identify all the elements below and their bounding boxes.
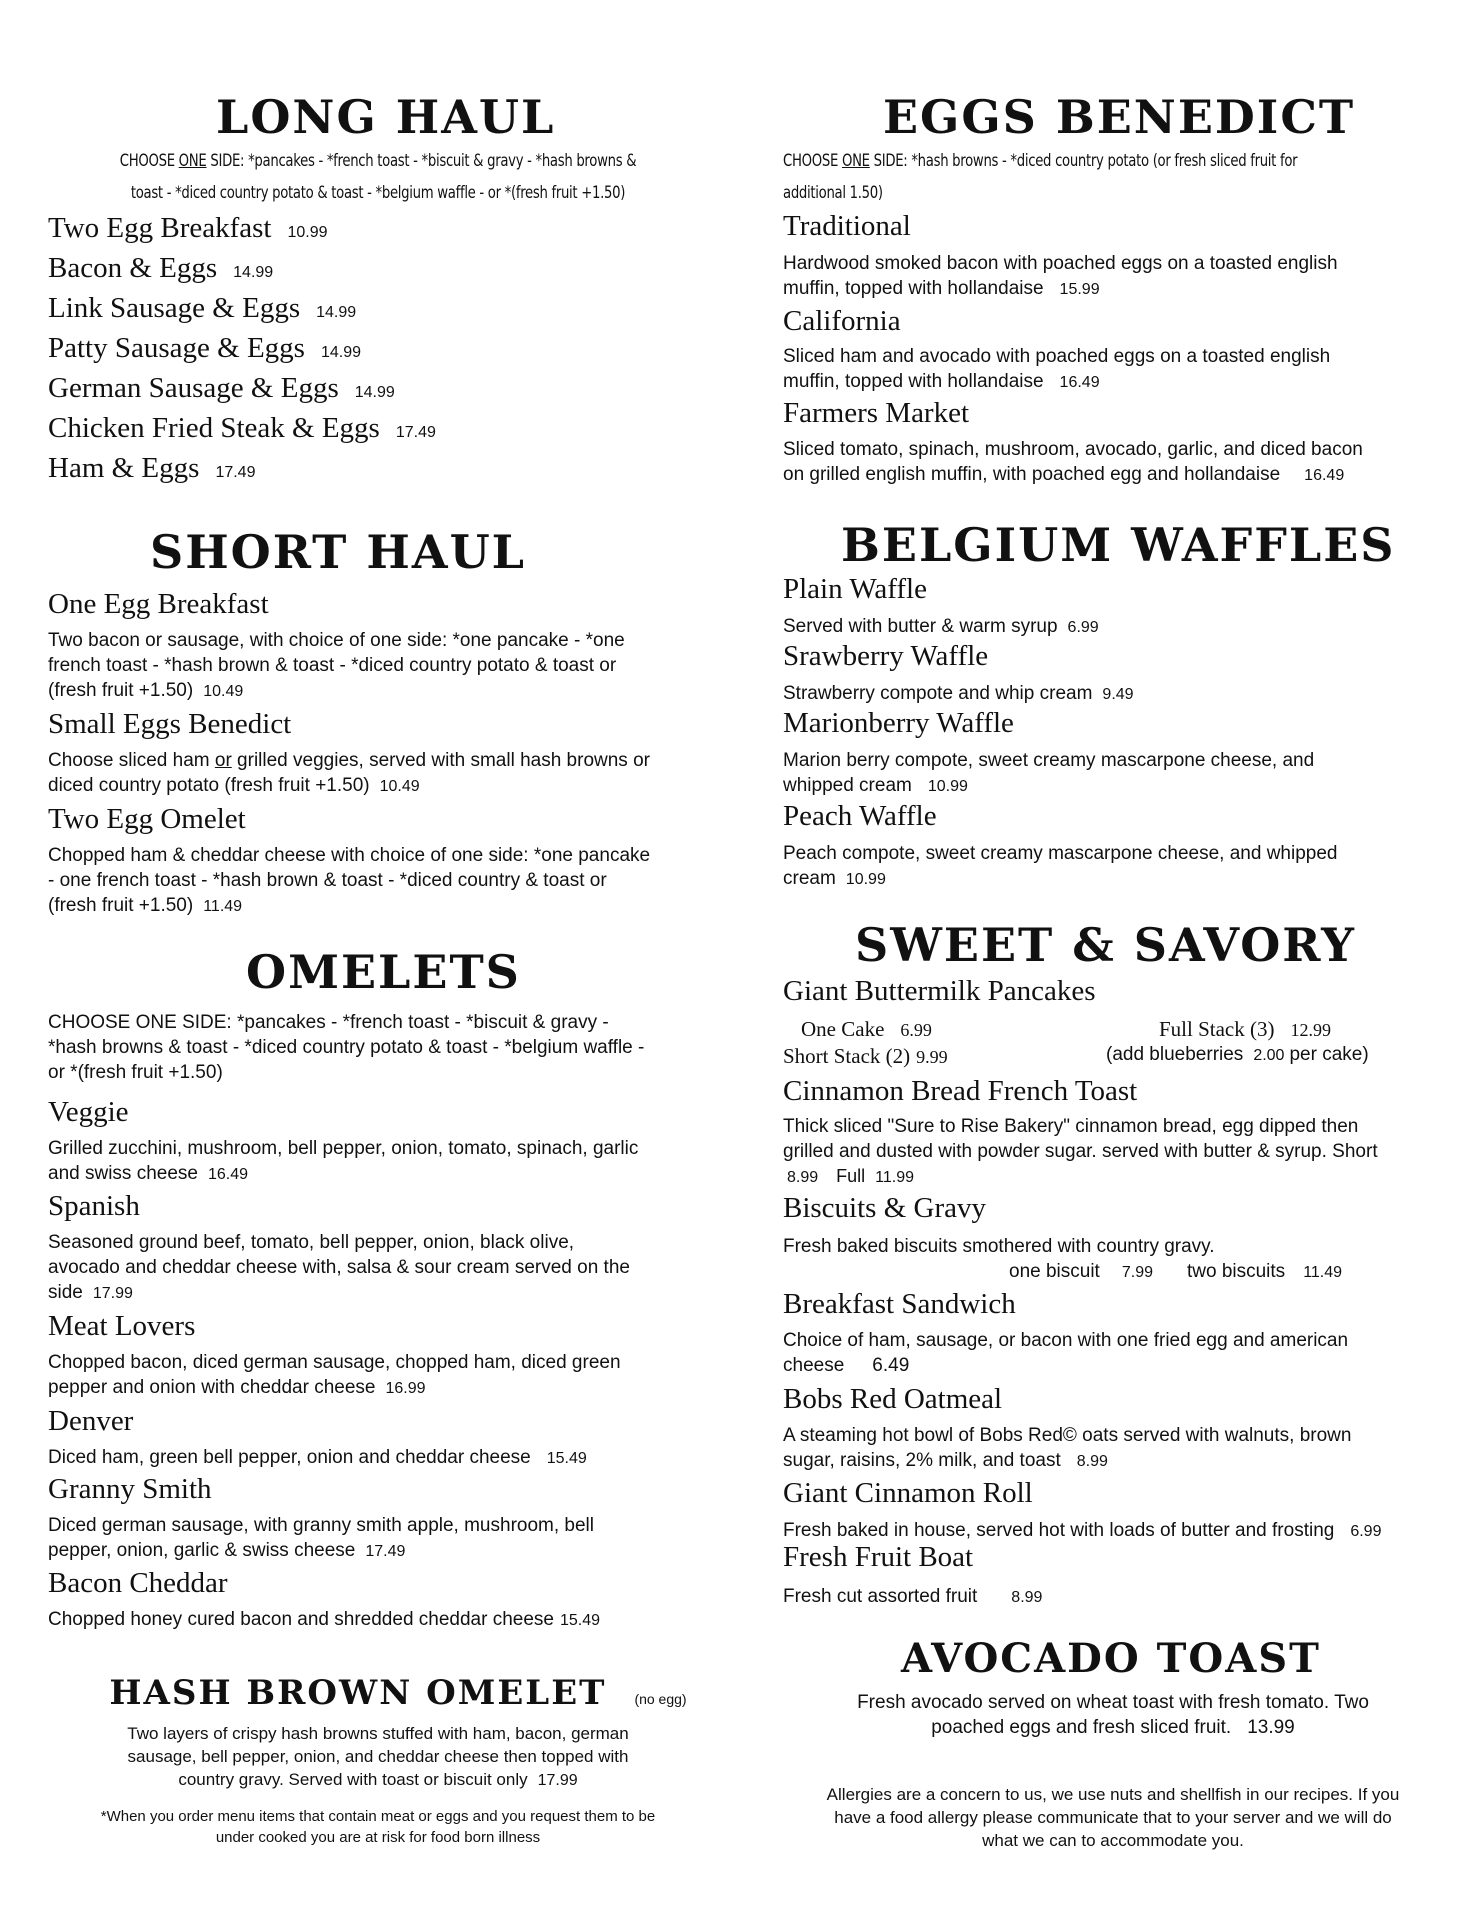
desc-line: sugar, raisins, 2% milk, and toast <box>783 1450 1061 1471</box>
desc-line: avocado and cheddar cheese with, salsa & sour cream served on the <box>48 1257 630 1278</box>
desc-line: Sliced ham and avocado with poached eggs on a toasted english <box>783 346 1331 367</box>
warning-line: *When you order menu items that contain meat or eggs and you request them to be <box>100 1808 656 1825</box>
item-title: Small Eggs Benedict <box>48 708 292 740</box>
item-price: 6.49 <box>872 1355 910 1376</box>
item-price: 14.99 <box>320 344 361 361</box>
item-title: Fresh Fruit Boat <box>783 1541 974 1573</box>
avocado-toast-description <box>783 1690 1443 1740</box>
option-price: 6.99 <box>900 1020 932 1040</box>
item-title: Breakfast Sandwich <box>783 1288 1016 1320</box>
side-line: CHOOSE ONE SIDE: *pancakes - *french toast - *biscuit & gravy - <box>48 1012 609 1033</box>
desc-line: poached eggs and fresh sliced fruit. <box>931 1717 1232 1738</box>
item-description <box>48 1136 708 1187</box>
item-description <box>783 251 1443 302</box>
short-price: 8.99 <box>787 1169 819 1186</box>
allergy-line: have a food allergy please communicate that to your server and we will do <box>834 1808 1392 1827</box>
item-price: 16.49 <box>1304 467 1345 484</box>
item-title: Meat Lovers <box>48 1310 196 1342</box>
item-description <box>783 841 1443 892</box>
desc-line: Served with butter & warm syrup <box>783 616 1058 637</box>
item-price: 17.49 <box>365 1543 406 1560</box>
desc-line: whipped cream <box>783 775 912 796</box>
desc-line: country gravy. Served with toast or biscuit only <box>178 1770 528 1789</box>
desc-line: pepper, onion, garlic & swiss cheese <box>48 1540 356 1561</box>
item-description <box>48 628 708 704</box>
item-price: 8.99 <box>1076 1453 1108 1470</box>
item-name: Two Egg Breakfast <box>48 212 272 244</box>
desc-line: (fresh fruit +1.50) <box>48 895 194 916</box>
desc-line: Chopped bacon, diced german sausage, chopped ham, diced green <box>48 1352 621 1373</box>
item-title: Srawberry Waffle <box>783 640 989 672</box>
desc-line: Marion berry compote, sweet creamy mascarpone cheese, and <box>783 750 1315 771</box>
option-price: 12.99 <box>1290 1020 1331 1040</box>
item-title: Cinnamon Bread French Toast <box>783 1075 1138 1107</box>
item-price: 17.99 <box>92 1285 133 1302</box>
item-title: Denver <box>48 1405 134 1437</box>
option-price: 9.99 <box>916 1047 948 1067</box>
item-name: Patty Sausage & Eggs <box>48 332 305 364</box>
item-price: 9.49 <box>1102 686 1134 703</box>
desc-line: cream <box>783 868 836 889</box>
option-label: two biscuits <box>1186 1261 1286 1282</box>
desc-line: muffin, topped with hollandaise <box>783 371 1044 392</box>
desc-text: grilled veggies, served with small hash browns or <box>231 750 650 771</box>
item-price: 16.49 <box>1059 374 1100 391</box>
full-stack-option <box>1159 1017 1331 1042</box>
item-title: Plain Waffle <box>783 573 927 605</box>
desc-line: (fresh fruit +1.50) <box>48 680 194 701</box>
item-price: 10.99 <box>927 778 968 795</box>
desc-line: Fresh avocado served on wheat toast with fresh tomato. Two <box>857 1692 1369 1713</box>
warning-line: under cooked you are at risk for food born illness <box>215 1829 541 1846</box>
desc-line: muffin, topped with hollandaise <box>783 278 1044 299</box>
sweet-savory-heading: SWEET & SAVORY <box>855 918 1356 972</box>
item-title: Giant Cinnamon Roll <box>783 1477 1033 1509</box>
side-line-2: additional 1.50) <box>783 183 883 203</box>
item-description <box>783 1423 1443 1474</box>
item-description <box>48 1445 708 1471</box>
item-price: 13.99 <box>1247 1717 1295 1738</box>
option-price: 11.49 <box>1303 1264 1343 1281</box>
desc-line: grilled and dusted with powder sugar. served with butter & syrup. Short <box>783 1141 1378 1162</box>
desc-line: sausage, bell pepper, onion, and cheddar cheese then topped with <box>127 1747 629 1766</box>
item-description <box>48 1350 708 1401</box>
desc-line: side <box>48 1282 83 1303</box>
item-description <box>783 1234 1443 1285</box>
desc-line: french toast - *hash brown & toast - *diced country potato & toast or <box>48 655 617 676</box>
long-haul-heading: LONG HAUL <box>216 90 556 144</box>
omelets-heading: OMELETS <box>246 945 521 999</box>
desc-line: Fresh baked biscuits smothered with country gravy. <box>783 1236 1215 1257</box>
item-description <box>48 1230 708 1306</box>
item-description <box>48 1513 708 1564</box>
omelets-side-choice <box>48 1010 708 1085</box>
item-price: 14.99 <box>233 264 274 281</box>
item-title: Farmers Market <box>783 397 970 429</box>
option-label: one biscuit <box>1009 1261 1100 1282</box>
desc-line: Grilled zucchini, mushroom, bell pepper, onion, tomato, spinach, garlic <box>48 1138 639 1159</box>
side-line: *hash browns & toast - *diced country potato & toast - *belgium waffle - <box>48 1037 645 1058</box>
item-title: Giant Buttermilk Pancakes <box>783 975 1096 1007</box>
item-title: Veggie <box>48 1096 129 1128</box>
desc-line: Peach compote, sweet creamy mascarpone cheese, and whipped <box>783 843 1338 864</box>
desc-line: Diced ham, green bell pepper, onion and cheddar cheese <box>48 1447 531 1468</box>
menu-item <box>48 292 356 325</box>
no-egg-note: (no egg) <box>634 1691 687 1707</box>
desc-line: Fresh baked in house, served hot with loads of butter and frosting <box>783 1520 1335 1541</box>
side-line-2: toast - *diced country potato & toast - *belgium waffle - or *(fresh fruit +1.50) <box>130 183 626 203</box>
hash-brown-omelet-heading: HASH BROWN OMELET <box>109 1673 607 1713</box>
item-price: 16.99 <box>385 1380 426 1397</box>
menu-item <box>48 372 395 405</box>
item-name: Chicken Fried Steak & Eggs <box>48 412 380 444</box>
item-price: 8.99 <box>1011 1589 1043 1606</box>
desc-line: Two bacon or sausage, with choice of one side: *one pancake - *one <box>48 630 625 651</box>
item-title: Bobs Red Oatmeal <box>783 1383 1003 1415</box>
eggs-benedict-side-choice <box>783 145 1446 209</box>
desc-line: Choice of ham, sausage, or bacon with one fried egg and american <box>783 1330 1349 1351</box>
option-label: One Cake <box>801 1017 885 1041</box>
desc-line: diced country potato (fresh fruit +1.50) <box>48 775 370 796</box>
menu-item <box>48 452 255 485</box>
menu-item <box>48 212 328 245</box>
desc-line: Strawberry compote and whip cream <box>783 683 1093 704</box>
desc-line: A steaming hot bowl of Bobs Red© oats served with walnuts, brown <box>783 1425 1352 1446</box>
item-price: 14.99 <box>354 384 395 401</box>
item-price: 14.99 <box>316 304 357 321</box>
desc-line: cheese <box>783 1355 845 1376</box>
side-rest: SIDE: *pancakes - *french toast - *biscuit & gravy - *hash browns & <box>206 151 637 171</box>
desc-line: Hardwood smoked bacon with poached eggs on a toasted english <box>783 253 1338 274</box>
item-description <box>783 437 1443 488</box>
desc-underlined: or <box>214 750 232 771</box>
full-label: Full <box>836 1166 866 1186</box>
item-price: 17.49 <box>215 464 256 481</box>
item-price: 15.99 <box>1059 281 1100 298</box>
item-price: 15.49 <box>546 1450 587 1467</box>
food-safety-warning <box>48 1806 708 1848</box>
side-prefix: CHOOSE <box>783 151 842 171</box>
side-one: ONE <box>841 151 870 171</box>
desc-line: pepper and onion with cheddar cheese <box>48 1377 376 1398</box>
desc-line: Seasoned ground beef, tomato, bell pepper, onion, black olive, <box>48 1232 575 1253</box>
item-name: German Sausage & Eggs <box>48 372 339 404</box>
side-rest: SIDE: *hash browns - *diced country potato (or fresh sliced fruit for <box>869 151 1298 171</box>
hash-brown-omelet-header <box>48 1673 708 1713</box>
item-title: Bacon Cheddar <box>48 1567 228 1599</box>
item-description <box>783 344 1443 395</box>
menu-item <box>48 332 361 365</box>
menu-item <box>48 252 273 285</box>
item-description <box>783 681 1443 707</box>
item-title: One Egg Breakfast <box>48 588 269 620</box>
item-price: 6.99 <box>1350 1523 1382 1540</box>
addon-text: per cake) <box>1289 1044 1369 1065</box>
desc-line: and swiss cheese <box>48 1163 198 1184</box>
belgium-waffles-heading: BELGIUM WAFFLES <box>841 518 1396 572</box>
side-line: or *(fresh fruit +1.50) <box>48 1062 223 1083</box>
side-one: ONE <box>178 151 207 171</box>
option-label: Short Stack (2) <box>783 1044 911 1068</box>
allergy-line: what we can to accommodate you. <box>982 1831 1244 1850</box>
desc-line: on grilled english muffin, with poached egg and hollandaise <box>783 464 1281 485</box>
item-description <box>783 1328 1443 1378</box>
side-prefix: CHOOSE <box>119 151 179 171</box>
long-haul-side-choice <box>47 145 710 209</box>
eggs-benedict-heading: EGGS BENEDICT <box>883 90 1356 144</box>
avocado-toast-heading: AVOCADO TOAST <box>901 1635 1321 1682</box>
item-price: 10.49 <box>379 778 420 795</box>
item-name: Link Sausage & Eggs <box>48 292 301 324</box>
item-title: Traditional <box>783 210 911 242</box>
desc-line: Fresh cut assorted fruit <box>783 1586 978 1607</box>
item-name: Bacon & Eggs <box>48 252 218 284</box>
menu-item <box>48 412 436 445</box>
desc-line: Thick sliced "Sure to Rise Bakery" cinnamon bread, egg dipped then <box>783 1116 1359 1137</box>
item-title: Granny Smith <box>48 1473 212 1505</box>
item-description <box>783 1584 1443 1610</box>
item-price: 15.49 <box>560 1612 601 1629</box>
item-price: 11.49 <box>203 898 243 915</box>
item-price: 10.49 <box>203 683 244 700</box>
item-description <box>48 748 708 799</box>
desc-line: Chopped ham & cheddar cheese with choice of one side: *one pancake <box>48 845 651 866</box>
item-price: 10.99 <box>287 224 328 241</box>
item-description <box>783 748 1443 799</box>
item-title: Spanish <box>48 1190 140 1222</box>
item-description <box>783 1114 1463 1190</box>
short-haul-heading: SHORT HAUL <box>150 525 527 579</box>
item-description <box>48 843 708 919</box>
item-title: Peach Waffle <box>783 800 937 832</box>
blueberries-addon <box>1106 1042 1369 1068</box>
item-name: Ham & Eggs <box>48 452 200 484</box>
item-title: Two Egg Omelet <box>48 803 246 835</box>
item-title: Biscuits & Gravy <box>783 1192 986 1224</box>
item-price: 17.99 <box>537 1772 578 1789</box>
item-price: 10.99 <box>845 871 886 888</box>
item-price: 16.49 <box>207 1166 249 1183</box>
desc-line: Chopped honey cured bacon and shredded cheddar cheese <box>48 1609 554 1630</box>
one-cake-option <box>801 1017 932 1042</box>
allergy-notice <box>783 1783 1443 1852</box>
option-price: 7.99 <box>1121 1264 1153 1281</box>
item-title: California <box>783 305 901 337</box>
item-price: 6.99 <box>1067 619 1099 636</box>
item-price: 17.49 <box>395 424 436 441</box>
full-price: 11.99 <box>875 1169 915 1186</box>
item-title: Marionberry Waffle <box>783 707 1014 739</box>
addon-text: (add blueberries <box>1106 1044 1244 1065</box>
desc-line: Diced german sausage, with granny smith apple, mushroom, bell <box>48 1515 594 1536</box>
desc-line: Sliced tomato, spinach, mushroom, avocado, garlic, and diced bacon <box>783 439 1363 460</box>
item-description <box>783 614 1443 640</box>
short-stack-option <box>783 1044 948 1069</box>
addon-price: 2.00 <box>1253 1047 1285 1064</box>
allergy-line: Allergies are a concern to us, we use nuts and shellfish in our recipes. If you <box>826 1785 1400 1804</box>
hash-brown-omelet-description <box>48 1722 708 1792</box>
desc-line: Two layers of crispy hash browns stuffed with ham, bacon, german <box>127 1724 629 1743</box>
option-label: Full Stack (3) <box>1159 1017 1275 1041</box>
desc-line: - one french toast - *hash brown & toast - *diced country & toast or <box>48 870 607 891</box>
desc-text: Choose sliced ham <box>48 750 215 771</box>
item-description <box>48 1607 708 1633</box>
